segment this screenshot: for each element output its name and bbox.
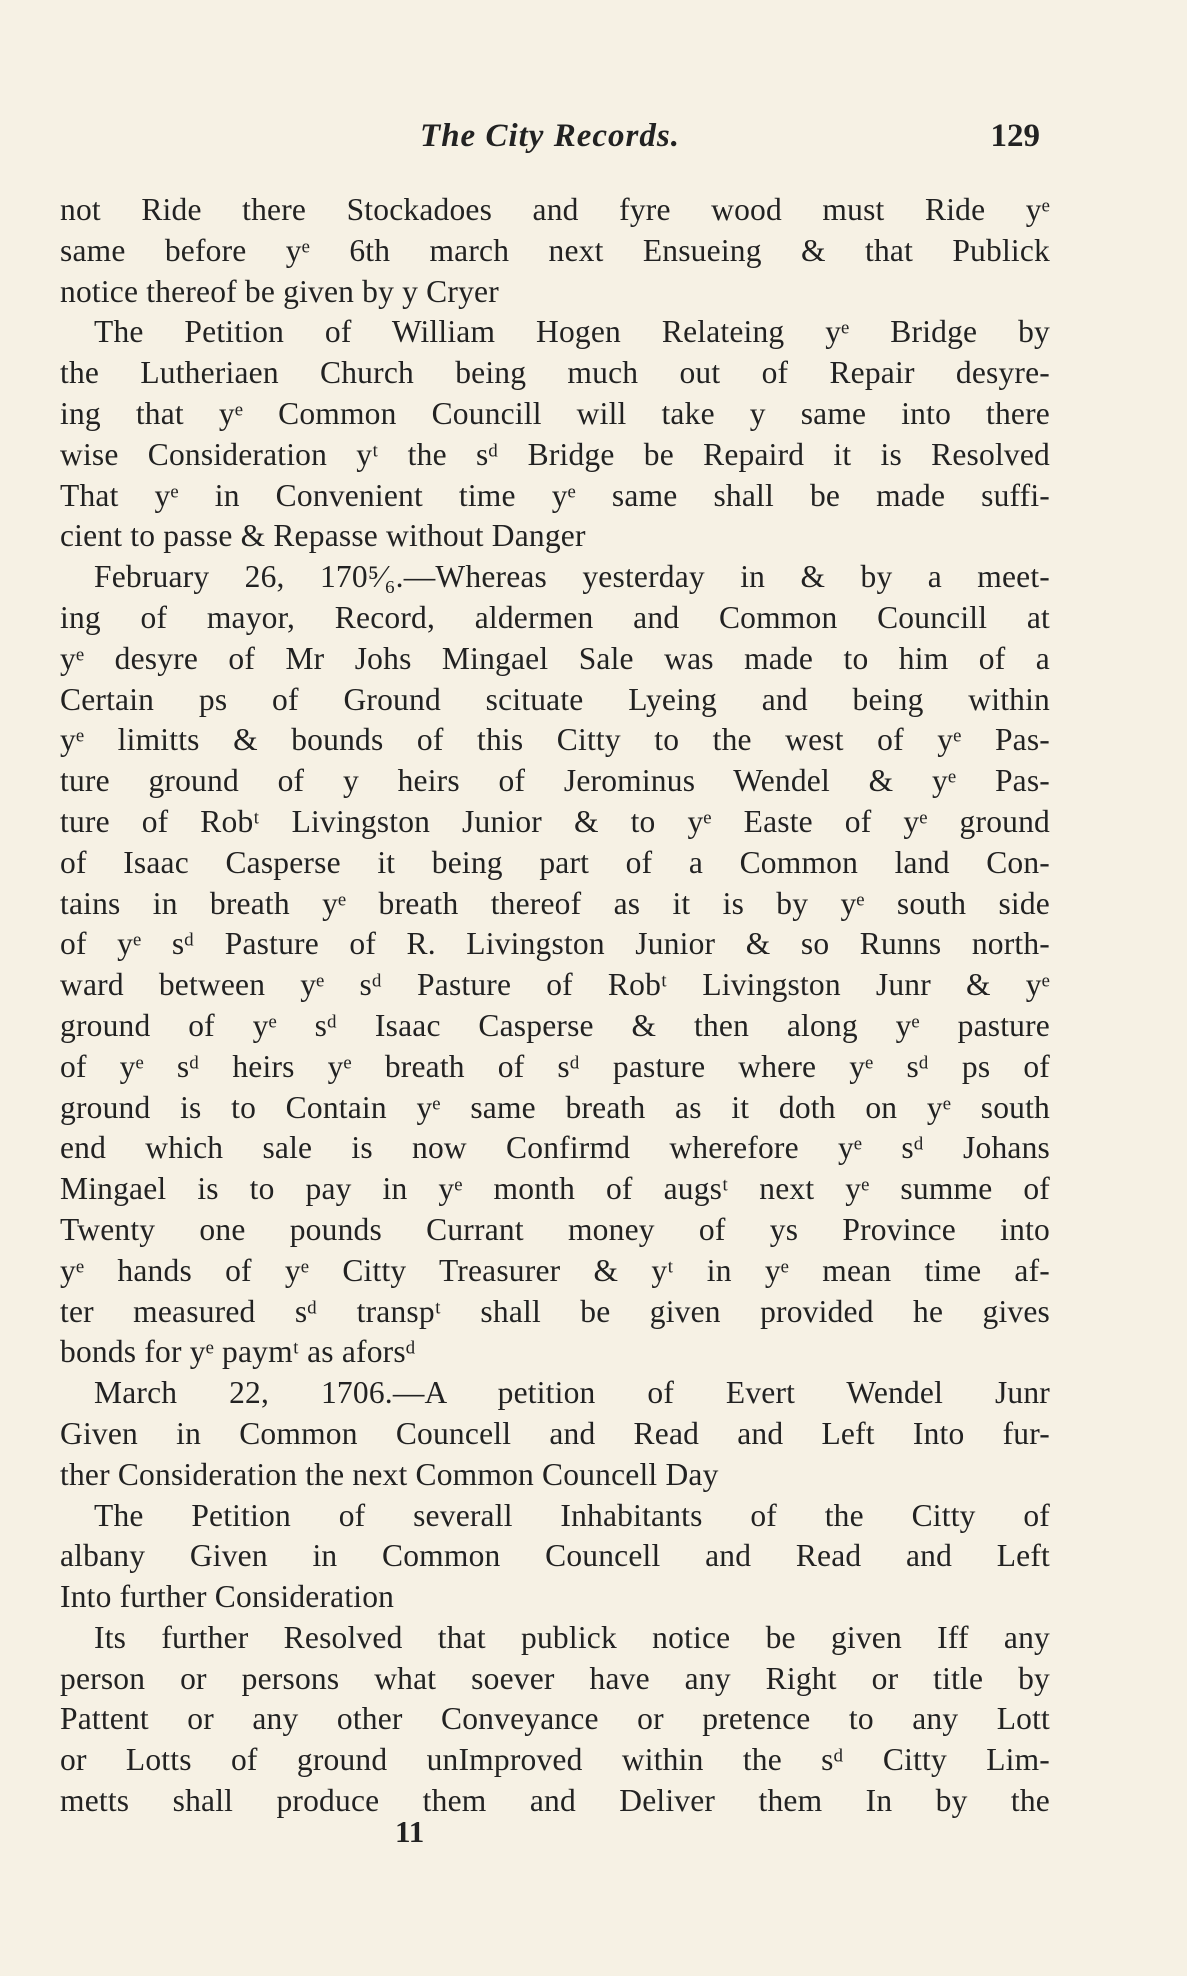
text-line: ward between yᵉ sᵈ Pasture of Robᵗ Livingston Junr & yᵉ <box>60 967 1050 1003</box>
page-header <box>60 118 1040 168</box>
text-line: yᵉ limitts & bounds of this Citty to the west of yᵉ Pas- <box>60 722 1050 758</box>
text-line: Twenty one pounds Currant money of ys Province into <box>60 1211 1050 1247</box>
text-line: ing that yᵉ Common Councill will take y same into there <box>60 395 1050 431</box>
text-line: ground is to Contain yᵉ same breath as it doth on yᵉ south <box>60 1089 1050 1125</box>
text-line: notice thereof be given by y Cryer <box>60 273 499 309</box>
running-title: The City Records. <box>420 118 680 154</box>
text-line: ture of Robᵗ Livingston Junior & to yᵉ Easte of yᵉ ground <box>60 803 1050 839</box>
text-line: ing of mayor, Record, aldermen and Common Councill at <box>60 599 1050 635</box>
page-number: 129 <box>990 118 1040 154</box>
text-line: person or persons what soever have any Right or title by <box>60 1660 1050 1696</box>
text-line: not Ride there Stockadoes and fyre wood must Ride yᵉ <box>60 192 1050 227</box>
text-line: ture ground of y heirs of Jerominus Wendel & yᵉ Pas- <box>60 763 1050 799</box>
text-line: albany Given in Common Councell and Read and Left <box>60 1538 1050 1574</box>
text-line: tains in breath yᵉ breath thereof as it is by yᵉ south side <box>60 885 1050 921</box>
text-line: same before yᵉ 6th march next Ensueing & that Publick <box>60 232 1050 268</box>
text-line: wise Consideration yᵗ the sᵈ Bridge be Repaird it is Resolved <box>60 436 1050 472</box>
text-line: metts shall produce them and Deliver them In by the <box>60 1783 1050 1819</box>
signature-mark: 11 <box>395 1814 425 1849</box>
text-line: The Petition of severall Inhabitants of the Citty of <box>94 1497 1050 1533</box>
text-line: of yᵉ sᵈ Pasture of R. Livingston Junior & so Runns north- <box>60 926 1050 962</box>
text-line: February 26, 170⁵⁄₆.—Whereas yesterday in & by a meet- <box>94 559 1050 595</box>
text-line: ter measured sᵈ transpᵗ shall be given provided he gives <box>60 1293 1050 1329</box>
text-line: March 22, 1706.—A petition of Evert Wendel Junr <box>94 1375 1050 1411</box>
text-line: ther Consideration the next Common Councell Day <box>60 1456 719 1492</box>
text-line: Pattent or any other Conveyance or pretence to any Lott <box>60 1701 1050 1737</box>
text-line: cient to passe & Repasse without Danger <box>60 518 586 554</box>
text-line: ground of yᵉ sᵈ Isaac Casperse & then along yᵉ pasture <box>60 1007 1050 1043</box>
text-line: That yᵉ in Convenient time yᵉ same shall be made suffi- <box>60 477 1050 513</box>
text-line: Into further Consideration <box>60 1579 395 1615</box>
text-line: of yᵉ sᵈ heirs yᵉ breath of sᵈ pasture where yᵉ sᵈ ps of <box>60 1048 1050 1084</box>
body-text <box>60 190 1050 1822</box>
text-line: yᵉ hands of yᵉ Citty Treasurer & yᵗ in yᵉ mean time af- <box>60 1252 1050 1288</box>
text-line: of Isaac Casperse it being part of a Common land Con- <box>60 844 1050 880</box>
text-line: or Lotts of ground unImproved within the sᵈ Citty Lim- <box>60 1742 1050 1778</box>
text-line: the Lutheriaen Church being much out of Repair desyre- <box>60 355 1050 391</box>
text-line: Its further Resolved that publick notice be given Iff any <box>94 1619 1050 1655</box>
text-line: end which sale is now Confirmd wherefore yᵉ sᵈ Johans <box>60 1130 1050 1166</box>
text-line: bonds for yᵉ paymᵗ as aforsᵈ <box>60 1334 416 1370</box>
text-line: Given in Common Councell and Read and Left Into fur- <box>60 1415 1050 1451</box>
text-line: The Petition of William Hogen Relateing yᵉ Bridge by <box>94 314 1050 350</box>
text-line: Certain ps of Ground scituate Lyeing and being within <box>60 681 1050 717</box>
text-line: Mingael is to pay in yᵉ month of augsᵗ next yᵉ summe of <box>60 1171 1050 1207</box>
text-line: yᵉ desyre of Mr Johs Mingael Sale was made to him of a <box>60 640 1050 676</box>
